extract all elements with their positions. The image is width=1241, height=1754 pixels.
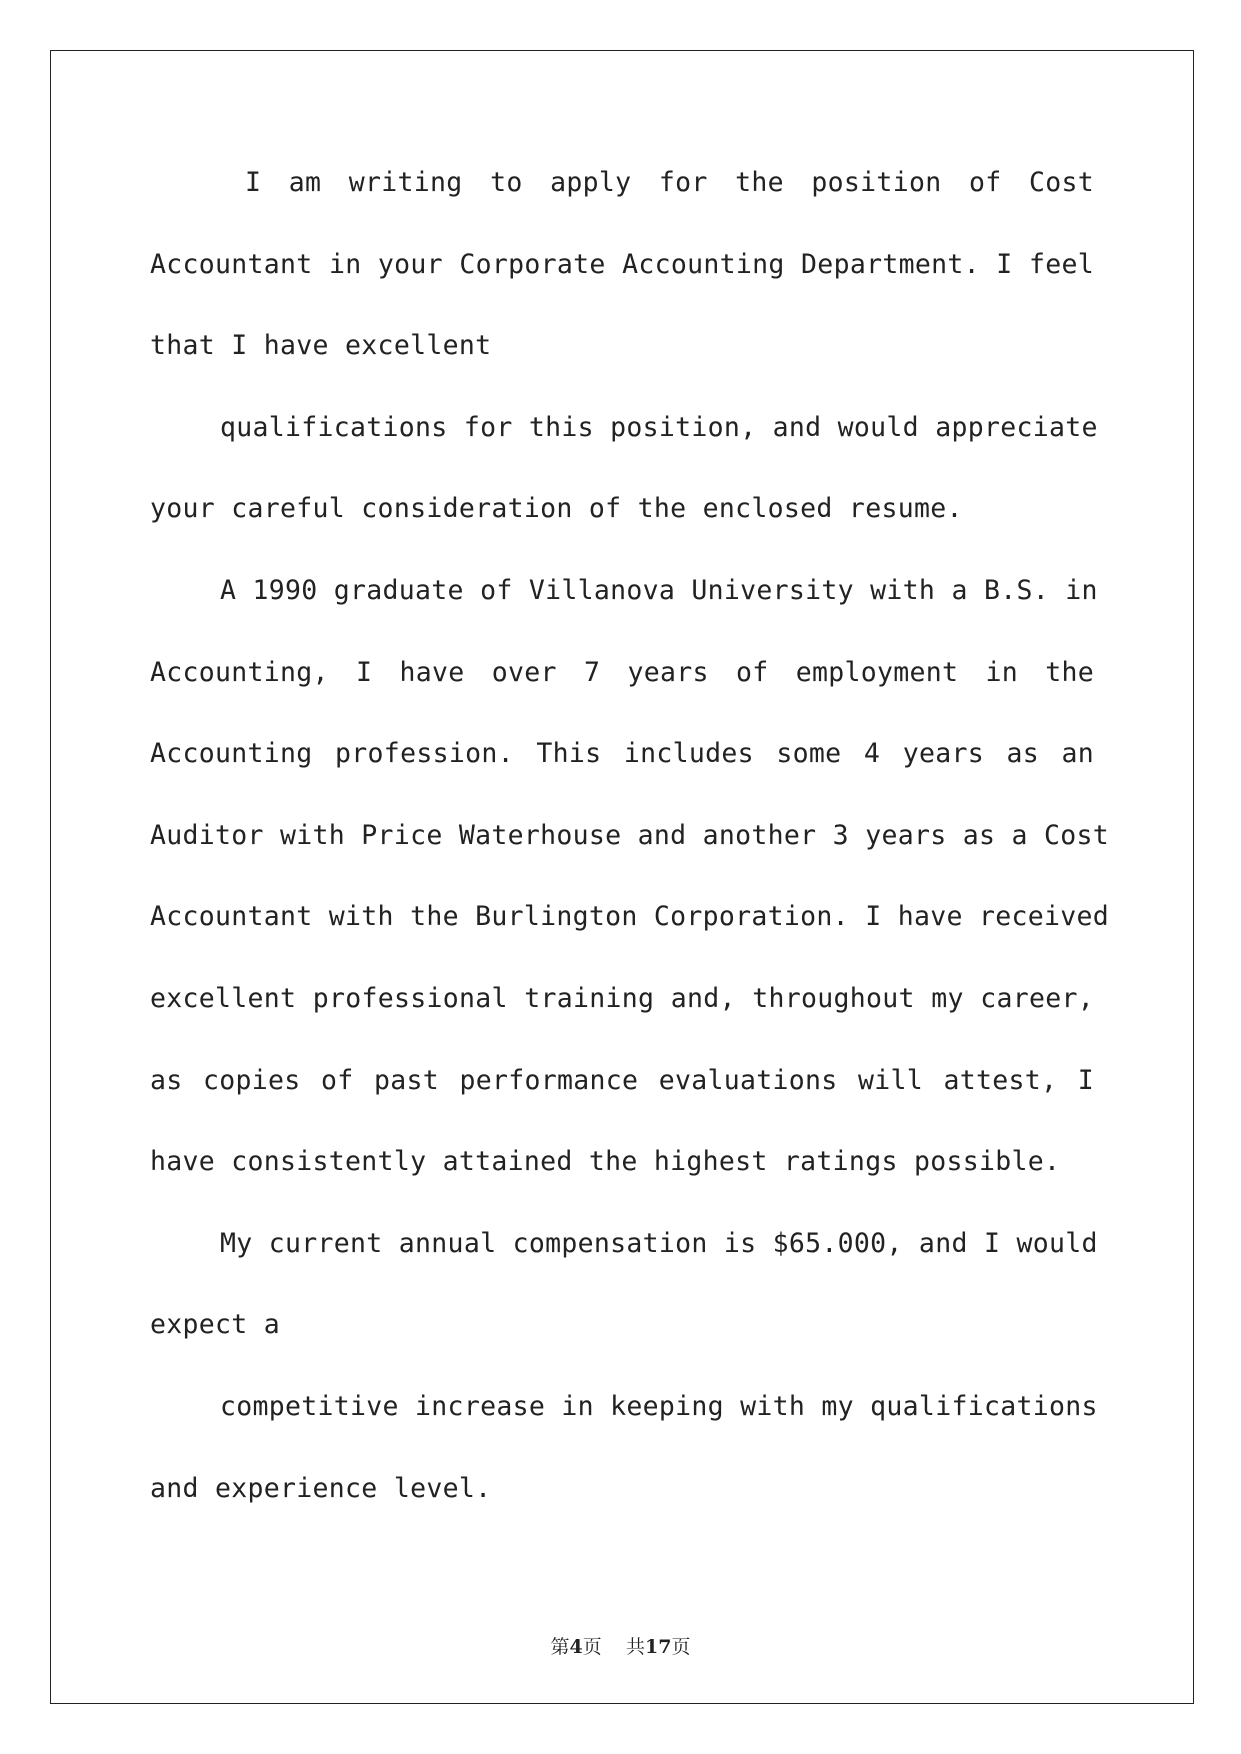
text-line: that I have excellent <box>150 330 492 362</box>
text-line: A 1990 graduate of Villanova University with a B.S. in <box>220 574 1098 606</box>
text-line: excellent professional training and, throughout my career, <box>150 982 1094 1014</box>
text-line: Accounting, I have over 7 years of employment in the <box>150 656 1094 688</box>
text-line: I am writing to apply for the position of Cost <box>245 167 1094 198</box>
text-line: have consistently attained the highest ratings possible. <box>150 1146 1061 1178</box>
page-prefix: 第 <box>550 1636 570 1658</box>
text-line: your careful consideration of the enclosed resume. <box>150 493 963 525</box>
text-line: competitive increase in keeping with my qualifications <box>220 1390 1098 1422</box>
page-number: 4 <box>569 1636 583 1658</box>
text-line: expect a <box>150 1309 281 1341</box>
total-prefix: 共 <box>625 1636 645 1658</box>
page-footer <box>0 1632 1241 1659</box>
text-line: Accountant in your Corporate Accounting Department. I feel <box>150 248 1094 280</box>
document-body <box>150 167 1110 1559</box>
text-line: qualifications for this position, and would appreciate <box>220 411 1098 443</box>
text-line: Accountant with the Burlington Corporation. I have received <box>150 901 1110 933</box>
total-pages: 17 <box>644 1636 672 1658</box>
text-line: My current annual compensation is $65.000, and I would <box>220 1227 1098 1259</box>
text-line: as copies of past performance evaluations will attest, I <box>150 1064 1094 1096</box>
text-line: and experience level. <box>150 1472 492 1504</box>
page-suffix: 页 <box>582 1636 602 1658</box>
text-line: Accounting profession. This includes some 4 years as an <box>150 738 1094 770</box>
text-line: Auditor with Price Waterhouse and another 3 years as a Cost <box>150 819 1110 851</box>
total-suffix: 页 <box>671 1636 691 1658</box>
